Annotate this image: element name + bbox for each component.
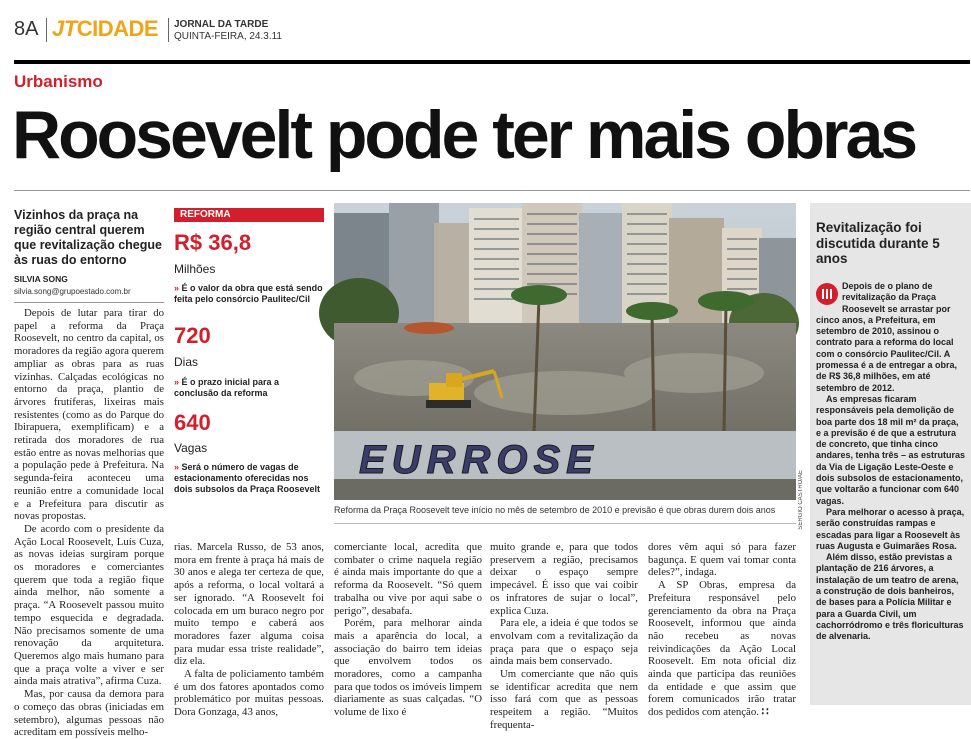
body-column-5 bbox=[648, 541, 796, 719]
stat-desc-text: É o prazo inicial para a conclusão da reforma bbox=[174, 377, 280, 398]
divider bbox=[168, 18, 169, 42]
top-rule bbox=[14, 60, 970, 64]
paragraph: dores vêm aqui só para fazer bagunça. E quem vai tomar conta deles?”, indaga. bbox=[648, 541, 796, 579]
body-column-4 bbox=[490, 541, 638, 732]
paragraph-text: A SP Obras, empresa da Prefeitura responsável pelo gerenciamento da obra na Praça Roosevelt, informou que ainda não recebeu as novas reivindicações da Ação Local Roosevelt. Em nota oficial diz ainda que participa das reuniões da entidade e que assim que forem comunicados irão tratar dos pedidos com atenção. bbox=[648, 579, 796, 719]
paragraph: muito grande e, para que todos preservem a região, precisamos deixar o espaço sempre impecável. É isso que vai coibir os infratores de sujar o local”, explica Cuza. bbox=[490, 541, 638, 617]
paragraph: Depois de lutar para tirar do papel a reforma da Praça Roosevelt, no centro da capital, os moradores da região agora querem ampliar as obras para as ruas vizinhas. Calçadas ecológicas no entorno da praça, plantio de árvores frutíferas, lixeiras mais resistentes (como as do Parque do Ibirapuera, exemplificam) e a retirada dos moradores de rua estão entre as novas melhorias que a população pede à Prefeitura. Na segunda-feira aconteceu uma reunião entre a comunidade local e a Prefeitura para discutir as novas propostas. bbox=[14, 307, 164, 523]
paragraph bbox=[816, 281, 966, 394]
author-email: silvia.song@grupoestado.com.br bbox=[14, 287, 131, 296]
paragraph: As empresas ficaram responsáveis pela demolição de boa parte dos 18 mil m² da praça, e a previsão é de que a estrutura de concreto, que tinha cinco andares, tenha três – as estruturas da Via de Ligação Leste-Oeste e dois subsolos de estacionamento, que voltarão a funcionar com 640 vagas. bbox=[816, 393, 966, 506]
divider bbox=[46, 18, 47, 42]
newspaper-name: JORNAL DA TARDE bbox=[174, 19, 269, 30]
body-column-1 bbox=[14, 307, 164, 739]
arrow-icon: » bbox=[174, 462, 180, 472]
photo-illustration bbox=[334, 203, 796, 500]
paragraph-text: Depois de o plano de revitalização da Praça Roosevelt se arrastar por cinco anos, a Prefeitura, em setembro de 2010, assinou o contrato para a reforma do local com o consórcio Paulitec/Cil. A promessa é a de entregar a obra, de R$ 36,8 milhões, em até setembro de 2012. bbox=[816, 281, 958, 393]
edition-date: QUINTA-FEIRA, 24.3.11 bbox=[174, 31, 282, 42]
paragraph: A falta de policiamento também é um dos fatores apontados como problemático por muitas pessoas. Dora Gonzaga, 43 anos, bbox=[174, 668, 324, 719]
jt-cidade-logo bbox=[52, 16, 158, 42]
paragraph: Mas, por causa da demora para o começo das obras (iniciadas em setembro), algumas pessoas não acreditam em possíveis melho- bbox=[14, 688, 164, 739]
stat-value: R$ 36,8 bbox=[174, 230, 252, 255]
stat-desc-text: É o valor da obra que está sendo feita pelo consórcio Paulitec/Cil bbox=[174, 283, 323, 304]
stat-unit: Milhões bbox=[174, 262, 216, 276]
stat-unit: Vagas bbox=[174, 441, 208, 455]
subheadline: Vizinhos da praça na região central querem que revitalização chegue às ruas do entorno bbox=[14, 208, 162, 267]
section-label: Urbanismo bbox=[14, 72, 103, 91]
photo-credit: SERGIO CASTRO/AE bbox=[798, 470, 804, 530]
arrow-icon: » bbox=[174, 377, 180, 387]
stat-desc-text: Será o número de vagas de estacionamento oferecidas nos dois subsolos da Praça Roosevelt bbox=[174, 462, 321, 494]
sidebar-title: Revitalização foi discutida durante 5 anos bbox=[816, 220, 940, 266]
body-column-3 bbox=[334, 541, 482, 719]
paragraph: Para ele, a ideia é que todos se envolvam com a revitalização da praça para que o espaço seja ainda mais bem conservado. bbox=[490, 617, 638, 668]
newspaper-info bbox=[174, 19, 282, 43]
stat-value: 640 bbox=[174, 410, 211, 435]
headline: Roosevelt pode ter mais obras bbox=[12, 97, 916, 173]
headline-rule bbox=[14, 190, 970, 191]
paragraph: Além disso, estão previstas a plantação de 216 árvores, a instalação de um teatro de arena, a construção de dois banheiros, de bases para a Polícia Militar e para a Guarda Civil, um cachorródromo e três floriculturas de alvenaria. bbox=[816, 552, 964, 642]
paragraph: Um comerciante que não quis se identificar acredita que nem isso fará com que as pessoas respeitem a região. “Muitos frequenta- bbox=[490, 668, 638, 731]
end-mark-icon: ∷ bbox=[761, 706, 769, 719]
paragraph: De acordo com o presidente da Ação Local Roosevelt, Luís Cuza, as novas ideias surgiram porque os moradores e comerciantes querem que toda a região fique ainda melhor, não somente a praça. “A Roosevelt passou muito tempo esquecida e degradada. Não precisamos somente de uma renovação da arquitetura. Queremos algo mais humano para que a praça volte a viver e ser ainda mais atrativa”, afirma Cuza. bbox=[14, 522, 164, 688]
page-number: 8A bbox=[14, 18, 39, 40]
paragraph: comerciante local, acredita que combater o crime naquela região é ainda mais importante do que a reforma da Roosevelt. “Só quem trabalha ou vive por aqui sabe o perigo”, desabafa. bbox=[334, 541, 482, 617]
sidebar-bullet-icon bbox=[816, 283, 838, 305]
page-header bbox=[0, 0, 971, 60]
paragraph: rias. Marcela Russo, de 53 anos, mora em frente à praça há mais de 30 anos e alega ter certeza de que, após a reforma, o local voltará a ser ignorado. “A Roosevelt foi colocada em um buraco negro por muito tempo e caberá aos moradores fazer alguma coisa para mudar essa triste realidade”, diz ela. bbox=[174, 541, 324, 668]
paragraph: Porém, para melhorar ainda mais a aparência do local, a associação do bairro tem ideias que envolvem todos os moradores, como a campanha para que todos os imóveis limpem diariamente as suas calçadas. “O volume de lixo é bbox=[334, 617, 482, 719]
graffiti-text: EURROSE bbox=[359, 438, 599, 482]
logo-jt: JT bbox=[52, 16, 77, 41]
arrow-icon: » bbox=[174, 283, 180, 293]
stat-description bbox=[174, 377, 324, 399]
author-byline: SILVIA SONG bbox=[14, 274, 68, 284]
stat-description bbox=[174, 462, 324, 495]
paragraph bbox=[648, 579, 796, 719]
construction-photo bbox=[334, 203, 796, 500]
logo-cidade: CIDADE bbox=[76, 16, 159, 41]
paragraph: Para melhorar o acesso à praça, serão construídas rampas e escadas para ligar a Roosevelt às ruas Augusta e Guimarães Rosa. bbox=[816, 506, 965, 551]
stat-description bbox=[174, 283, 324, 305]
caption-rule bbox=[334, 523, 796, 524]
reforma-tag: REFORMA bbox=[174, 208, 324, 222]
stat-value: 720 bbox=[174, 323, 211, 348]
byline-rule bbox=[14, 302, 164, 303]
photo-caption: Reforma da Praça Roosevelt teve início no mês de setembro de 2010 e previsão é que obras durem dois anos bbox=[334, 505, 776, 515]
body-column-2 bbox=[174, 541, 324, 719]
stat-unit: Dias bbox=[174, 355, 199, 369]
sidebar-text bbox=[816, 281, 966, 643]
